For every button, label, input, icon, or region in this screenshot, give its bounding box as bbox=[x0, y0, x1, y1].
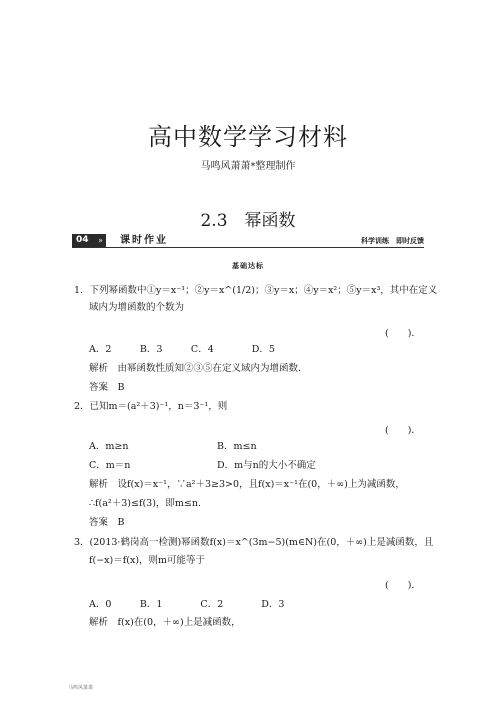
banner-badge: 04 bbox=[72, 234, 106, 247]
q3-options: A．0 B．1 C．2 D．3 bbox=[89, 599, 285, 610]
q2-option-d: D．m与n的大小不确定 bbox=[217, 460, 316, 471]
document-title: 高中数学学习材料 bbox=[148, 123, 348, 151]
double-arrow-icon: » bbox=[98, 236, 103, 245]
q2-analysis-cont: ∴f(a²＋3)≤f(3)，即m≤n. bbox=[89, 498, 202, 509]
basic-label: 基础达标 bbox=[232, 262, 264, 270]
q2-answer: 答案 B bbox=[89, 517, 125, 528]
q2-option-b: B．m≤n bbox=[217, 441, 257, 452]
page-footer: 马鸣风萧萧 bbox=[68, 685, 94, 691]
banner-title: 课时作业 bbox=[120, 235, 168, 246]
q3-answer-blank: ( )． bbox=[385, 580, 421, 591]
q1-options: A．2 B．3 C．4 D．5 bbox=[89, 344, 275, 355]
q2-answer-blank: ( )． bbox=[385, 425, 421, 436]
q2-analysis: 解析 设f(x)＝x⁻¹，∵a²＋3≥3>0，且f(x)＝x⁻¹在(0，＋∞)上为减函数， bbox=[89, 479, 405, 490]
q2-option-a: A．m≥n bbox=[89, 441, 129, 452]
q3-stem-cont: f(−x)＝f(x)，则m可能等于 bbox=[89, 555, 206, 566]
q1-answer-blank: ( )． bbox=[385, 328, 421, 339]
q1-stem-cont: 域内为增函数的个数为 bbox=[89, 302, 185, 313]
lesson-banner bbox=[72, 234, 424, 248]
q3-stem: 3．(2013·鹤岗高一检测)幂函数f(x)＝x^(3m−5)(m∈N)在(0，＋∞)上是减函数，且 bbox=[74, 537, 434, 548]
q2-option-c: C．m＝n bbox=[89, 460, 131, 471]
q1-stem: 1．下列幂函数中①y＝x⁻¹；②y＝x^(1/2)；③y＝x；④y＝x²；⑤y＝x³，其中在定义 bbox=[74, 285, 438, 296]
q1-answer: 答案 B bbox=[89, 382, 125, 393]
document-subtitle: 马鸣风萧萧*整理制作 bbox=[200, 161, 296, 172]
q1-analysis: 解析 由幂函数性质知②③⑤在定义域内为增函数． bbox=[89, 363, 308, 374]
q2-stem: 2．已知m＝(a²＋3)⁻¹，n＝3⁻¹，则 bbox=[74, 401, 228, 412]
section-heading: 2.3 幂函数 bbox=[200, 211, 296, 231]
q3-analysis: 解析 f(x)在(0，＋∞)上是减函数， bbox=[89, 617, 241, 628]
banner-tagline: 科学训练 即时反馈 bbox=[361, 237, 424, 245]
